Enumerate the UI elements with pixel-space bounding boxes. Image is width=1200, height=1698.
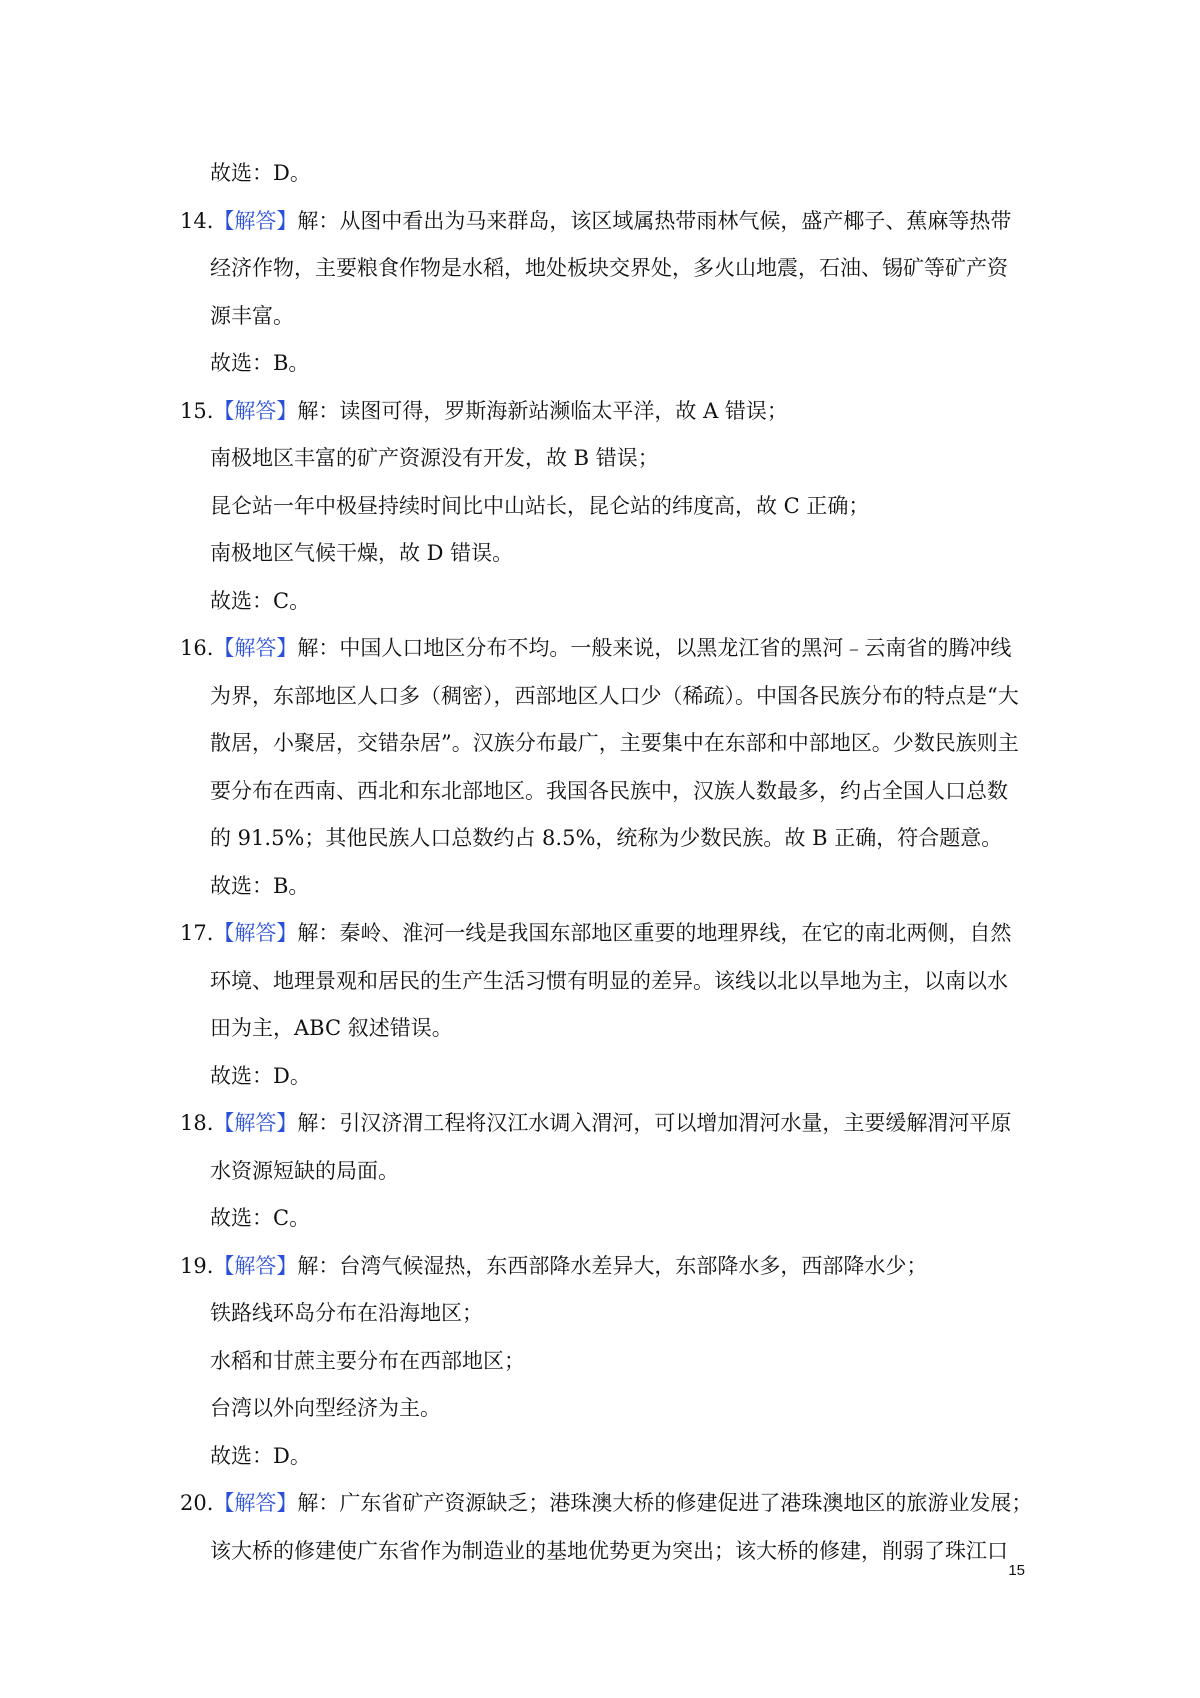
question-answer: [180, 1480, 1033, 1575]
question-answer: [180, 198, 1030, 341]
answer-first-line: [180, 198, 1030, 246]
question-number: 19.: [180, 1253, 214, 1278]
answer-choice: 故选：D。: [210, 161, 311, 185]
answer-choice: 故选：B。: [210, 873, 310, 898]
answer-choice: 故选：D。: [210, 1443, 311, 1468]
question-number: 14.: [180, 208, 214, 233]
question-answer: [180, 1100, 1030, 1195]
question-number: 16.: [180, 636, 214, 660]
answer-tag: 【解答】: [213, 636, 298, 660]
answer-text: 南极地区丰富的矿产资源没有开发，故 B 错误；: [210, 446, 659, 470]
answer-continuation-line: [180, 815, 1030, 863]
question-number: 17.: [180, 921, 214, 945]
answer-tag: 【解答】: [213, 1491, 298, 1515]
answer-continuation-line: [180, 720, 1030, 768]
answer-continuation-line: [180, 293, 1030, 341]
answer-tag: 【解答】: [213, 1111, 298, 1135]
answer-first-line: [180, 388, 1030, 436]
answer-content: [180, 150, 1033, 1575]
answer-continuation-line: [180, 1290, 1030, 1338]
page-number: 15: [1008, 1562, 1025, 1579]
question-answer: [180, 625, 1030, 863]
answer-continuation-line: [180, 768, 1030, 816]
answer-text: 解：秦岭、淮河一线是我国东部地区重要的地理界线，在它的南北两侧，自然: [297, 921, 1012, 945]
answer-first-line: [180, 1100, 1030, 1148]
answer-text: 源丰富。: [210, 303, 294, 328]
question-number: 18.: [180, 1111, 214, 1135]
answer-text: 解：从图中看出为马来群岛，该区域属热带雨林气候，盛产椰子、蕉麻等热带: [297, 208, 1012, 233]
answer-first-line: [180, 625, 1030, 673]
question-answer: [180, 910, 1030, 1053]
answer-text: 铁路线环岛分布在沿海地区；: [210, 1301, 483, 1325]
answer-continuation-line: [180, 1338, 1030, 1386]
answer-text: 水资源短缺的局面。: [210, 1158, 399, 1183]
answer-text: 台湾以外向型经济为主。: [210, 1396, 441, 1420]
answer-text: 解：中国人口地区分布不均。一般来说，以黑龙江省的黑河﹣云南省的腾冲线: [297, 636, 1012, 660]
answer-continuation-line: [180, 435, 1030, 483]
answer-tag: 【解答】: [213, 208, 298, 233]
answer-continuation-line: [180, 530, 1030, 578]
answer-text: 的 91.5%；其他民族人口总数约占 8.5%，统称为少数民族。故 B 正确，符合题意。: [210, 826, 1003, 850]
answer-continuation-line: [180, 673, 1030, 721]
answer-first-line: [180, 910, 1030, 958]
question-answer: [180, 388, 1030, 578]
answer-text: 解：台湾气候湿热，东西部降水差异大，东部降水多，西部降水少；: [297, 1253, 928, 1278]
answer-text: 解：引汉济渭工程将汉江水调入渭河，可以增加渭河水量，主要缓解渭河平原: [297, 1111, 1012, 1135]
answer-continuation-line: [180, 483, 1030, 531]
answer-text: 解：读图可得，罗斯海新站濒临太平洋，故 A 错误；: [297, 398, 788, 423]
answer-choice: 故选：C。: [210, 588, 311, 613]
answer-choice: 故选：B。: [210, 351, 310, 375]
answer-tag: 【解答】: [213, 398, 298, 423]
answer-continuation-line: [180, 958, 1030, 1006]
answer-text: 环境、地理景观和居民的生产生活习惯有明显的差异。该线以北以旱地为主，以南以水: [210, 968, 1008, 993]
answer-text: 田为主，ABC 叙述错误。: [210, 1016, 453, 1040]
question-answer: [180, 1243, 1030, 1433]
answer-text: 为界，东部地区人口多（稠密），西部地区人口少（稀疏）。中国各民族分布的特点是“大: [210, 683, 1019, 708]
answer-text: 散居，小聚居，交错杂居”。汉族分布最广，主要集中在东部和中部地区。少数民族则主: [210, 731, 1019, 755]
answer-choice: 故选：D。: [210, 1063, 311, 1088]
answer-continuation-line: [180, 1005, 1030, 1053]
question-number: 15.: [180, 398, 214, 423]
answer-first-line: [180, 1243, 1030, 1291]
answer-text: 解：广东省矿产资源缺乏；港珠澳大桥的修建促进了港珠澳地区的旅游业发展；: [297, 1491, 1033, 1515]
answer-text: 该大桥的修建使广东省作为制造业的基地优势更为突出；该大桥的修建，削弱了珠江口: [210, 1538, 1008, 1563]
answer-text: 水稻和甘蔗主要分布在西部地区；: [210, 1348, 525, 1373]
answer-choice: 故选：C。: [210, 1206, 311, 1230]
answer-continuation-line: [180, 1528, 1030, 1576]
question-number: 20.: [180, 1491, 214, 1515]
answer-continuation-line: [180, 1385, 1030, 1433]
answer-text: 南极地区气候干燥，故 D 错误。: [210, 541, 514, 565]
answer-continuation-line: [180, 245, 1030, 293]
answer-continuation-line: [180, 1148, 1030, 1196]
answer-tag: 【解答】: [213, 921, 298, 945]
answer-text: 昆仑站一年中极昼持续时间比中山站长，昆仑站的纬度高，故 C 正确；: [210, 493, 870, 518]
answer-text: 要分布在西南、西北和东北部地区。我国各民族中，汉族人数最多，约占全国人口总数: [210, 778, 1008, 803]
answer-first-line: [180, 1480, 1033, 1528]
answer-text: 经济作物，主要粮食作物是水稻，地处板块交界处，多火山地震，石油、锡矿等矿产资: [210, 256, 1008, 280]
answer-tag: 【解答】: [213, 1253, 298, 1278]
